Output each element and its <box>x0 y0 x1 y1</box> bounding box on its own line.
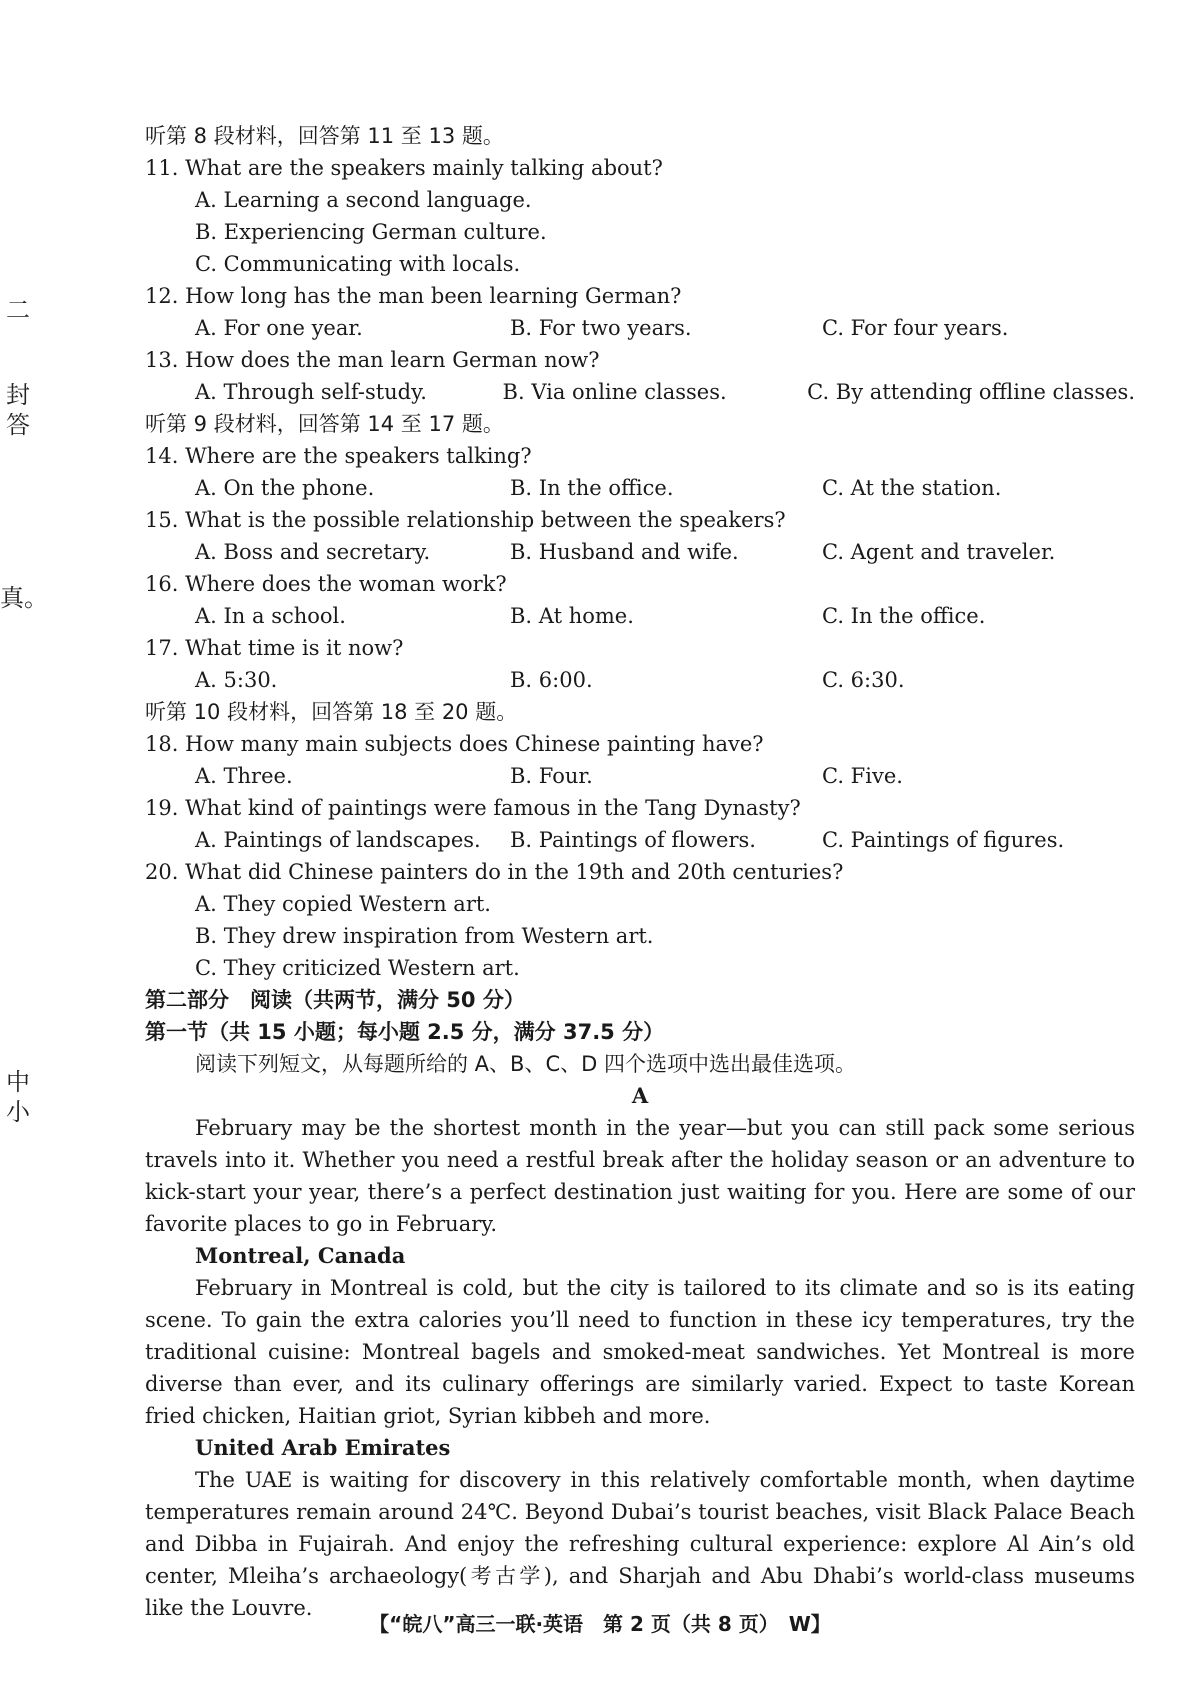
option-c: C. Communicating with locals. <box>195 252 521 276</box>
options-row <box>145 760 1135 792</box>
question-stem: 13. How does the man learn German now? <box>145 348 600 372</box>
option-c: C. At the station. <box>822 476 1002 500</box>
question-stem: 14. Where are the speakers talking? <box>145 444 532 468</box>
paragraph-uae <box>145 1464 1135 1624</box>
section-heading: 听第 8 段材料，回答第 11 至 13 题。 <box>145 124 504 148</box>
montreal-text: February in Montreal is cold, but the city is tailored to its climate and so is its eating scene. To gain the extra calories you’ll need to function in these icy temperatures, try the traditional cuisine: Montreal bagels and smoked-meat sandwiches. Yet Montreal is more diverse than ever, and its culinary offerings are similarly varied. Expect to taste Korean fried chicken, Haitian griot, Syrian kibbeh and more. <box>145 1276 1135 1428</box>
option-c: C. For four years. <box>822 316 1009 340</box>
page-footer: 【“皖八”高三一联·英语 第 2 页（共 8 页） W】 <box>369 1612 831 1636</box>
uae-text: The UAE is waiting for discovery in this relatively comfortable month, when daytime temperatures remain around 24℃. Beyond Dubai’s tourist beaches, visit Black Palace Beach and Dibba in Fujairah. And enjoy the refreshing cultural experience: explore Al Ain’s old center, Mleiha’s archaeology(考古学), and Sharjah and Abu Dhabi’s world-class museums like the Louvre. <box>145 1468 1135 1620</box>
option-c: C. Five. <box>822 764 903 788</box>
margin-char: 中 <box>6 1068 30 1096</box>
option-a: A. On the phone. <box>195 476 375 500</box>
question-stem: 15. What is the possible relationship between the speakers? <box>145 508 786 532</box>
option-b: B. Four. <box>510 764 593 788</box>
options-row <box>145 312 1135 344</box>
question-stem: 20. What did Chinese painters do in the 19th and 20th centuries? <box>145 860 844 884</box>
option-b: B. 6:00. <box>510 668 593 692</box>
question-stem: 16. Where does the woman work? <box>145 572 507 596</box>
option-b: B. Paintings of flowers. <box>510 828 756 852</box>
option-a: A. For one year. <box>195 316 363 340</box>
passage-intro <box>145 1112 1135 1240</box>
options-row <box>145 536 1135 568</box>
options-row <box>145 376 1135 408</box>
instruction: 阅读下列短文，从每题所给的 A、B、C、D 四个选项中选出最佳选项。 <box>195 1052 856 1076</box>
subheading-uae: United Arab Emirates <box>195 1435 451 1460</box>
margin-char: 二 <box>6 296 30 324</box>
option-a: A. Learning a second language. <box>195 188 532 212</box>
option-c: C. Agent and traveler. <box>822 540 1056 564</box>
options-row <box>145 600 1135 632</box>
options-row <box>145 824 1135 856</box>
option-b: B. Via online classes. <box>502 380 727 404</box>
options-row <box>145 664 1135 696</box>
part-title: 第二部分 阅读（共两节，满分 50 分） <box>145 988 525 1012</box>
options-row <box>145 472 1135 504</box>
option-c: C. 6:30. <box>822 668 905 692</box>
option-b: B. Experiencing German culture. <box>195 220 547 244</box>
passage-label: A <box>631 1083 649 1108</box>
option-a: A. Boss and secretary. <box>195 540 431 564</box>
question-stem: 12. How long has the man been learning German? <box>145 284 682 308</box>
section-title: 第一节（共 15 小题；每小题 2.5 分，满分 37.5 分） <box>145 1020 665 1044</box>
question-stem: 19. What kind of paintings were famous in the Tang Dynasty? <box>145 796 801 820</box>
margin-char: 封 <box>6 381 30 409</box>
option-c: C. By attending offline classes. <box>807 380 1135 404</box>
exam-content <box>145 120 1135 1624</box>
option-b: B. They drew inspiration from Western art. <box>195 924 654 948</box>
option-a: A. In a school. <box>195 604 346 628</box>
margin-char: 小 <box>6 1098 30 1126</box>
question-stem: 11. What are the speakers mainly talking about? <box>145 156 663 180</box>
option-a: A. Paintings of landscapes. <box>195 828 481 852</box>
option-b: B. For two years. <box>510 316 692 340</box>
option-c: C. Paintings of figures. <box>822 828 1065 852</box>
section-heading: 听第 9 段材料，回答第 14 至 17 题。 <box>145 412 504 436</box>
margin-char: 答 <box>6 411 30 439</box>
option-b: B. At home. <box>510 604 634 628</box>
subheading-montreal: Montreal, Canada <box>195 1243 406 1268</box>
option-a: A. Three. <box>195 764 293 788</box>
margin-char: 真。 <box>0 584 48 612</box>
question-stem: 18. How many main subjects does Chinese painting have? <box>145 732 764 756</box>
option-a: A. 5:30. <box>195 668 278 692</box>
option-c: C. They criticized Western art. <box>195 956 520 980</box>
section-heading: 听第 10 段材料，回答第 18 至 20 题。 <box>145 700 518 724</box>
option-a: A. They copied Western art. <box>195 892 491 916</box>
option-b: B. In the office. <box>510 476 674 500</box>
option-c: C. In the office. <box>822 604 986 628</box>
intro-text: February may be the shortest month in the year—but you can still pack some serious travels into it. Whether you need a restful break after the holiday season or an adventure to kick-start your year, there’s a perfect destination just waiting for you. Here are some of our favorite places to go in February. <box>145 1116 1135 1236</box>
option-b: B. Husband and wife. <box>510 540 739 564</box>
paragraph-montreal <box>145 1272 1135 1432</box>
question-stem: 17. What time is it now? <box>145 636 404 660</box>
option-a: A. Through self-study. <box>195 380 427 404</box>
